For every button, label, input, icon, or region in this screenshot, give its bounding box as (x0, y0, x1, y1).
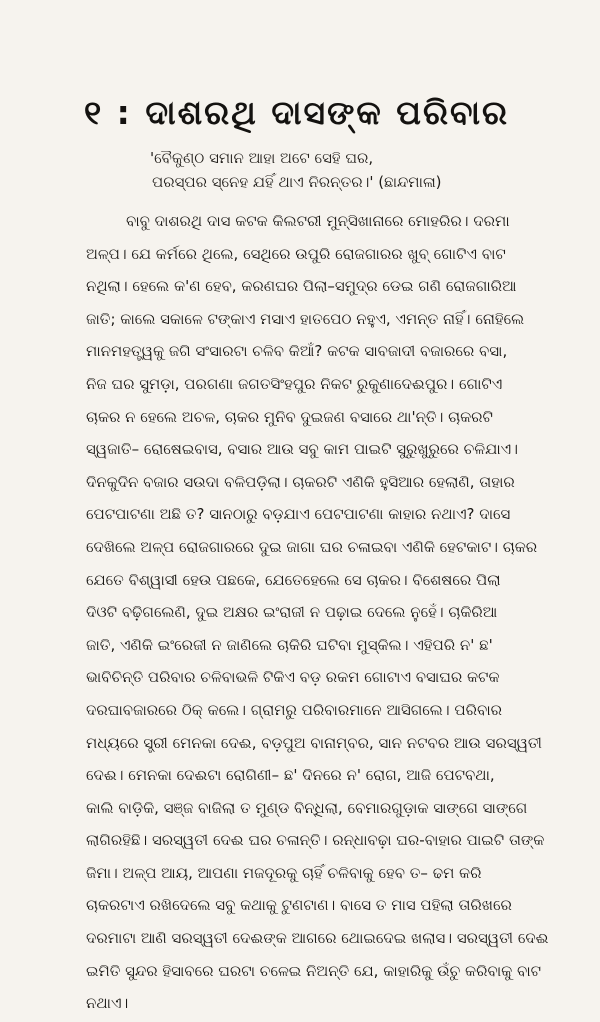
paragraph-line: ମାନମହତ୍ତ୍ୱକୁ ଜଗି ସଂସାରଟା ଚଳିବ କିଆଁ? କଟକ ସାବଜାଦୀ ବଜାରରେ ବସା, (86, 342, 508, 361)
paragraph-line: ଦିଓଟି ବଢ଼ିଗଲେଣି, ଦୁଇ ଅକ୍ଷର ଇଂରାଜୀ ନ ପଢ଼ାଇ ଦେଲେ ନୁହେଁ। ଚାକିରିଆ (86, 603, 498, 622)
paragraph-line: ଦରମାଟା ଆଣି ସରସ୍ୱତୀ ଦେଈଙ୍କ ଆଗରେ ଥୋଇଦେଇ ଖଲାସ। ସରସ୍ୱତୀ ଦେଈ (86, 929, 549, 948)
paragraph-line: ଭାବିଚିନ୍ତି ପରିବାର ଚଳିବାଭଳି ଟିକିଏ ବଡ଼ ରକମ ଗୋଟାଏ ବସାଘର କଟକ (86, 668, 500, 687)
paragraph-line: ନିଜ ଘର ସୁମଡ଼ା, ପରଗଣା ଜଗତସିଂହପୁର ନିକଟ ରୁକୁଣାଦେଈପୁର। ଗୋଟିଏ (86, 374, 503, 393)
paragraph-line: ଦେଖିଲେ ଅଳ୍ପ ରୋଜଗାରରେ ଦୁଇ ଜାଗା ଘର ଚଳାଇବା ଏଣିକି ହେଟକାଟ। ଚାକର (86, 537, 538, 556)
chapter-heading: ୧ : ଦାଶରଥି ଦାସଙ୍କ ପରିବାର (84, 93, 510, 132)
paragraph-line: ନଥିଲା। ହେଲେ କ'ଣ ହେବ, କରଣଘର ପିଲା–ସମୁଦ୍ର ଡେଇ ଗଣି ରୋଜଗାରିଆ (86, 277, 517, 296)
epigraph-line: 'ବୈକୁଣ୍ଠ ସମାନ ଆହା ଅଟେ ସେହି ଘର, (150, 149, 374, 167)
paragraph-line: ଦିନକୁଦିନ ବଜାର ସଉଦା ବଳିପଡ଼ିଲା। ଚାକରଟି ଏଣିକି ହୁସିଆର ହେଲାଣି, ତାହାର (86, 472, 515, 491)
paragraph-line: ଦେଈ। ମେନକା ଦେଈଟା ରୋଗିଣୀ– ଛ' ଦିନରେ ନ' ରୋଗ, ଆଜି ପେଟବଥା, (86, 766, 495, 785)
paragraph-line: ଜାତି, ଏଣିକି ଇଂରେଜୀ ନ ଜାଣିଲେ ଚାକିରି ଘଟିବା ମୁସ୍କିଲ। ଏହିପରି ନ' ଛ' (86, 635, 493, 654)
paragraph-line: ଇମିତି ସୁନ୍ଦର ହିସାବରେ ଘରଟା ଚଳେଇ ନିଅନ୍ତି ଯେ, କାହାରିକୁ ଉଁଚୁ କରିବାକୁ ବାଟ (86, 961, 542, 980)
paragraph-line: ମଧ୍ୟରେ ସ୍ତ୍ରୀ ମେନକା ଦେଈ, ବଡ଼ପୁଅ ବାନାମ୍ବର, ସାନ ନଟବର ଆଉ ସରସ୍ୱତୀ (86, 733, 542, 752)
paragraph-line: ନଥାଏ। (86, 994, 129, 1013)
paragraph-line: କାଲି ବାଡ଼ିକି, ସଞ୍ଜ ବାଜିଲା ତ ମୁଣ୍ଡ ବିନ୍ଧିଲା, ବେମାରଗୁଡ଼ାକ ସାଙ୍ଗେ ସାଙ୍ଗେ (86, 798, 528, 817)
body-paragraph (86, 205, 560, 1020)
paragraph-line: ଚାକର ନ ହେଲେ ଅଚଳ, ଚାକର ମୁନିବ ଦୁଇଜଣ ବସାରେ ଥା'ନ୍ତି। ଚାକରଟି (86, 407, 493, 426)
paragraph-line: ଯେତେ ବିଶ୍ୱାସୀ ହେଉ ପଛକେ, ଯେତେହେଲେ ସେ ଚାକର। ବିଶେଷରେ ପିଲା (86, 570, 501, 589)
paragraph-line: ଦରଘାବଜାରରେ ଠିକ୍ କଲେ। ଗ୍ରାମରୁ ପରିବାରମାନେ ଆସିଗଲେ। ପରିବାର (86, 700, 502, 719)
paragraph-line: ଜାତି; କାଲେ ସକାଳେ ଟଙ୍କାଏ ମସାଏ ହାତପେଠ ନହୁଏ, ଏମନ୍ତ ନାହିଁ। ନୋହିଲେ (86, 309, 525, 328)
epigraph-line: ପରସ୍ପର ସ୍ନେହ ଯହିଁ ଥାଏ ନିରନ୍ତର।' (ଛାନ୍ଦମାଳା) (152, 173, 442, 191)
paragraph-line: ଅଳ୍ପ। ଯେ କର୍ମରେ ଥିଲେ, ସେଥିରେ ଉପୁରି ରୋଜଗାରର ଖୁବ୍ ଗୋଟିଏ ବାଟ (86, 244, 506, 263)
paragraph-line: ଚାକରଟାଏ ରଖିଦେଲେ ସବୁ କଥାକୁ ଟୁଣଟାଣ। ବାସେ ତ ମାସ ପହିଲା ତାରିଖରେ (86, 896, 512, 915)
epigraph (150, 146, 530, 194)
paragraph-line: ଜିମା। ଅଳ୍ପ ଆୟ, ଆପଣା ମଜଦୂରକୁ ଚାହିଁ ଚଳିବାକୁ ହେବ ତ– ଢମ କରି (86, 863, 482, 882)
paragraph-line: ପେଟପାଟଣା ଅଛି ତ? ସାନଠାରୁ ବଡ଼ଯାଏ ପେଟପାଟଣା କାହାର ନଥାଏ? ଦାସେ (86, 505, 511, 524)
paragraph-line: ବାବୁ ଦାଶରଥି ଦାସ କଟକ କିଲଟରୀ ମୁନ୍‌ସିଖାନାରେ ମୋହରିର। ଦରମା (126, 212, 510, 230)
paragraph-line: ସ୍ୱଜାତି– ରୋଷେଇବାସ, ବସାର ଆଉ ସବୁ କାମ ପାଇଟି ସୁରୁଖୁରୁରେ ଚଳିଯାଏ। (86, 440, 518, 459)
paragraph-line: ଲାଗିରହିଛି। ସରସ୍ୱତୀ ଦେଈ ଘର ଚଳାନ୍ତି। ରନ୍ଧାବଢ଼ା ଘର-ବାହାର ପାଇଟି ତାଙ୍କ (86, 831, 545, 850)
